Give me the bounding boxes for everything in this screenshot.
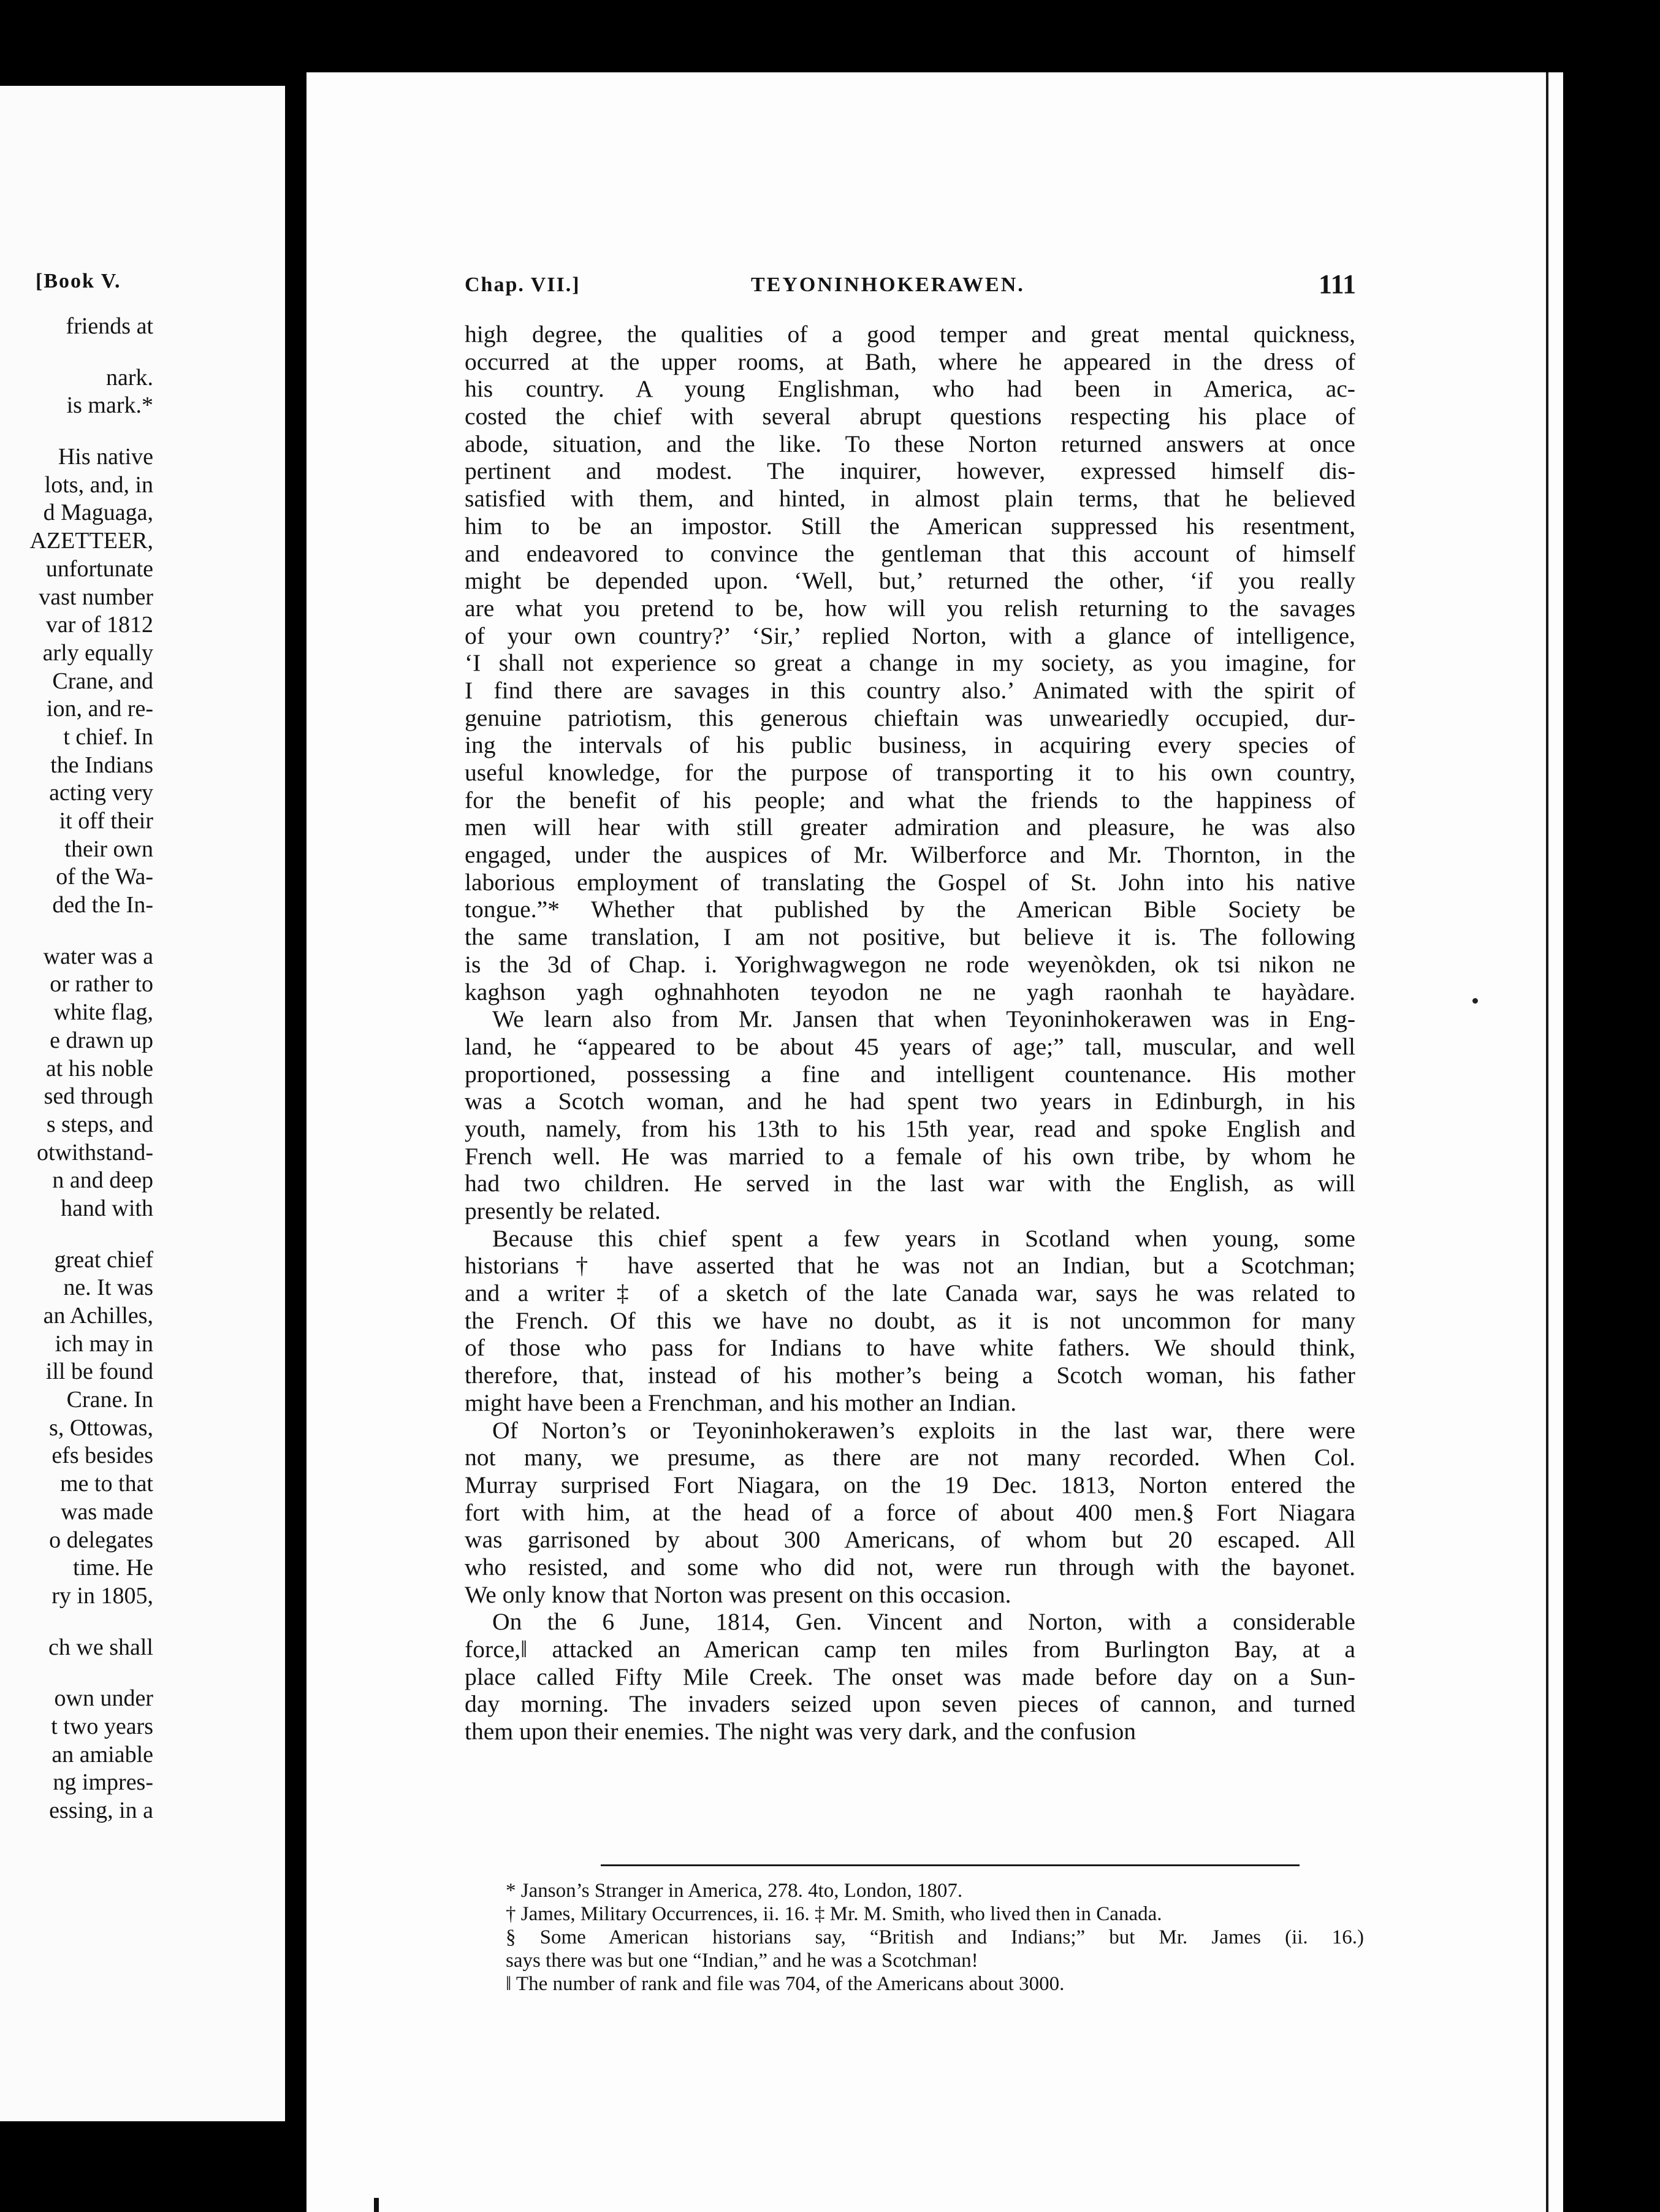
footnotes [506, 1879, 1364, 1996]
left-text-line: acting very [49, 780, 153, 806]
text-line: tongue.”* Whether that published by the American Bible Society be [465, 896, 1355, 923]
text-line: proportioned, possessing a fine and intelligent countenance. His mother [465, 1060, 1355, 1088]
text-line: not many, we presume, as there are not many recorded. When Col. [465, 1444, 1355, 1471]
text-line: who resisted, and some who did not, were run through with the bayonet. [465, 1553, 1355, 1581]
left-text-line: var of 1812 [45, 612, 153, 638]
page-edge-rule [1546, 72, 1548, 2212]
text-line: On the 6 June, 1814, Gen. Vincent and Norton, with a considerable [492, 1608, 1355, 1636]
body-text [465, 321, 1355, 1745]
left-text-line: water was a [43, 943, 153, 969]
left-text-line [0, 341, 285, 364]
stray-mark [1472, 998, 1478, 1004]
left-text-line [0, 1611, 285, 1634]
left-text-line: efs besides [51, 1443, 153, 1469]
left-text-line: or rather to [50, 971, 153, 997]
text-line: Murray surprised Fort Niagara, on the 19 Dec. 1813, Norton entered the [465, 1471, 1355, 1498]
scan-mark [374, 2198, 379, 2212]
text-line: French well. He was married to a female of his own tribe, by whom he [465, 1142, 1355, 1170]
text-line: engaged, under the auspices of Mr. Wilberforce and Mr. Thornton, in the [465, 841, 1355, 869]
text-line: and a writer‡ of a sketch of the late Canada war, says he was related to [465, 1280, 1355, 1307]
left-text-line: ry in 1805, [51, 1582, 153, 1609]
left-text-line: at his noble [45, 1055, 153, 1081]
left-text-line: essing, in a [49, 1798, 153, 1823]
left-text-line [0, 1661, 285, 1685]
left-text-line: t two years [51, 1713, 153, 1739]
left-text-line: ch we shall [48, 1634, 153, 1660]
left-text-line: unfortunate [45, 555, 153, 582]
text-line: We only know that Norton was present on this occasion. [465, 1581, 1011, 1608]
left-text-line: it off their [59, 808, 153, 834]
text-line: ‘I shall not experience so great a change in my society, as you imagine, for [465, 649, 1355, 677]
text-line: historians† have asserted that he was not an Indian, but a Scotchman; [465, 1252, 1355, 1280]
right-page [306, 72, 1563, 2212]
text-line: land, he “appeared to be about 45 years of age;” tall, muscular, and well [465, 1032, 1355, 1060]
left-text-line: o delegates [49, 1527, 153, 1553]
text-line: useful knowledge, for the purpose of transporting it to his own country, [465, 759, 1355, 786]
text-line: his country. A young Englishman, who had been in America, ac- [465, 375, 1355, 403]
left-text-line [0, 920, 285, 943]
footnote-line: † James, Military Occurrences, ii. 16. ‡ Mr. M. Smith, who lived then in Canada. [506, 1903, 1162, 1925]
text-line: might be depended upon. ‘Well, but,’ returned the other, ‘if you really [465, 567, 1355, 595]
text-line: therefore, that, instead of his mother’s being a Scotch woman, his father [465, 1362, 1355, 1389]
left-text-line: Crane. In [66, 1387, 153, 1413]
left-running-header: [Book V. [36, 270, 121, 292]
left-text-line: AZETTEER, [29, 528, 153, 554]
text-line: men will hear with still greater admiration and pleasure, he was also [465, 814, 1355, 841]
left-text-line: s, Ottowas, [49, 1414, 153, 1441]
text-line: kaghson yagh oghnahhoten teyodon ne ne yagh raonhah te hayàdare. [465, 978, 1355, 1005]
left-text-line: lots, and, in [44, 471, 153, 498]
footnote-rule [601, 1864, 1300, 1866]
text-line: ing the intervals of his public business, in acquiring every species of [465, 731, 1355, 759]
left-text-line: is mark.* [66, 392, 153, 419]
text-line: Because this chief spent a few years in Scotland when young, some [492, 1224, 1355, 1252]
text-line: high degree, the qualities of a good temper and great mental quickness, [465, 321, 1355, 348]
left-text-line: their own [64, 836, 153, 862]
text-line: is the 3d of Chap. i. Yorighwagwegon ne rode weyenòkden, ok tsi nikon ne [465, 950, 1355, 978]
left-text-line: me to that [60, 1471, 153, 1497]
text-line: abode, situation, and the like. To these Norton returned answers at once [465, 430, 1355, 457]
text-line: Of Norton’s or Teyoninhokerawen’s exploits in the last war, there were [492, 1416, 1355, 1444]
left-text-line: time. He [73, 1555, 153, 1581]
text-line: fort with him, at the head of a force of about 400 men.§ Fort Niagara [465, 1498, 1355, 1526]
footnote-line: says there was but one “Indian,” and he was a Scotchman! [506, 1950, 978, 1972]
left-text-line: nark. [105, 364, 153, 391]
text-line: satisfied with them, and hinted, in almost plain terms, that he believed [465, 485, 1355, 513]
text-line: and endeavored to convince the gentleman that this account of himself [465, 540, 1355, 567]
left-page [0, 86, 285, 2121]
left-text-line: ich may in [55, 1330, 153, 1357]
text-line: I find there are savages in this country also.’ Animated with the spirit of [465, 676, 1355, 704]
text-line: genuine patriotism, this generous chieftain was unweariedly occupied, dur- [465, 704, 1355, 731]
left-text-line: ion, and re- [46, 696, 153, 722]
page-number: 111 [1319, 269, 1357, 299]
text-line: was a Scotch woman, and he had spent two years in Edinburgh, in his [465, 1088, 1355, 1115]
left-text-line: an Achilles, [43, 1303, 153, 1329]
text-line: We learn also from Mr. Jansen that when Teyoninhokerawen was in Eng- [492, 1005, 1355, 1033]
text-line: was garrisoned by about 300 Americans, of whom but 20 escaped. All [465, 1526, 1355, 1554]
left-text-line: s steps, and [46, 1111, 153, 1137]
left-text-line: an amiable [51, 1741, 153, 1768]
left-text-line: d Maguaga, [43, 500, 153, 526]
chapter-label: Chap. VII.] [465, 273, 581, 296]
left-text-line: great chief [54, 1246, 153, 1273]
footnote-line: * Janson’s Stranger in America, 278. 4to, London, 1807. [506, 1880, 963, 1902]
left-text-line: sed through [44, 1083, 153, 1110]
left-text-line: own under [54, 1685, 153, 1712]
left-text-line: vast number [39, 584, 153, 610]
left-page-text [0, 313, 285, 1825]
left-text-line: ng impres- [53, 1769, 153, 1796]
left-text-line: arly equally [42, 639, 153, 666]
left-text-line: e drawn up [50, 1027, 153, 1053]
footnote-line: ‖ The number of rank and file was 704, of the Americans about 3000. [506, 1973, 1065, 1995]
text-line: presently be related. [465, 1197, 661, 1224]
text-line: him to be an impostor. Still the American suppressed his resentment, [465, 512, 1355, 540]
text-line: are what you pretend to be, how will you relish returning to the savages [465, 594, 1355, 622]
left-text-line: ill be found [45, 1359, 153, 1385]
text-line: laborious employment of translating the Gospel of St. John into his native [465, 868, 1355, 896]
text-line: of your own country?’ ‘Sir,’ replied Norton, with a glance of intelligence, [465, 622, 1355, 649]
text-line: place called Fifty Mile Creek. The onset was made before day on a Sun- [465, 1663, 1355, 1690]
left-text-line: the Indians [50, 752, 153, 778]
text-line: of those who pass for Indians to have white fathers. We should think, [465, 1334, 1355, 1362]
text-line: the same translation, I am not positive, but believe it is. The following [465, 923, 1355, 951]
left-text-line [0, 1223, 285, 1246]
text-line: had two children. He served in the last war with the English, as will [465, 1170, 1355, 1197]
left-text-line: Crane, and [52, 668, 153, 694]
text-line: might have been a Frenchman, and his mother an Indian. [465, 1389, 1017, 1416]
text-line: youth, namely, from his 13th to his 15th year, read and spoke English and [465, 1115, 1355, 1142]
running-header [465, 269, 1660, 305]
text-line: for the benefit of his people; and what the friends to the happiness of [465, 786, 1355, 814]
text-line: occurred at the upper rooms, at Bath, where he appeared in the dress of [465, 348, 1355, 375]
left-text-line [0, 420, 285, 443]
left-text-line: friends at [66, 313, 153, 339]
text-line: pertinent and modest. The inquirer, however, expressed himself dis- [465, 457, 1355, 485]
left-text-line: white flag, [53, 999, 153, 1026]
running-title: TEYONINHOKERAWEN. [751, 273, 1025, 296]
text-line: the French. Of this we have no doubt, as it is not uncommon for many [465, 1306, 1355, 1334]
left-text-line: t chief. In [63, 723, 153, 750]
text-line: costed the chief with several abrupt questions respecting his place of [465, 403, 1355, 430]
left-text-line: ded the In- [52, 892, 153, 918]
left-text-line: of the Wa- [56, 864, 153, 890]
text-line: day morning. The invaders seized upon seven pieces of cannon, and turned [465, 1690, 1355, 1718]
left-text-line: n and deep [52, 1167, 153, 1194]
left-text-line: His native [58, 444, 153, 470]
text-line: them upon their enemies. The night was very dark, and the confusion [465, 1718, 1136, 1745]
left-text-line: otwithstand- [37, 1139, 153, 1165]
footnote-line: § Some American historians say, “British and Indians;” but Mr. James (ii. 16.) [506, 1926, 1364, 1948]
text-line: force,‖ attacked an American camp ten miles from Burlington Bay, at a [465, 1636, 1355, 1663]
left-text-line: ne. It was [63, 1275, 153, 1301]
left-text-line: hand with [61, 1195, 153, 1221]
left-text-line: was made [61, 1498, 153, 1525]
